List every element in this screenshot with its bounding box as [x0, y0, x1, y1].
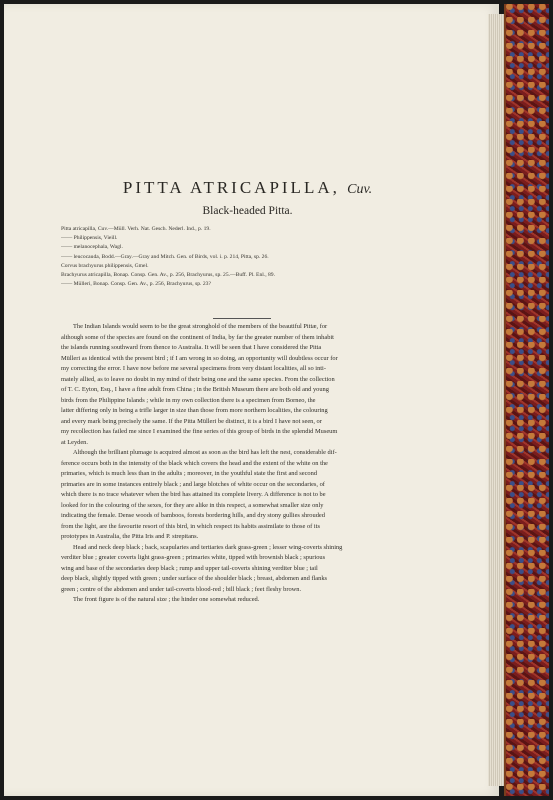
common-name: Black-headed Pitta.	[202, 205, 293, 217]
body-line: The front figure is of the natural size ; the hinder one somewhat reduced.	[73, 596, 260, 603]
body-line: ference occurs both in the intensity of the black which covers the head and the extent of the white on the	[61, 459, 328, 467]
body-line: prototypes in Australia, the Pitta Iris and P. strepitans.	[61, 533, 199, 540]
body-line: primaries are in some instances entirely black ; and large blotches of white occur on the secondaries, of	[61, 480, 325, 488]
body-text	[61, 322, 472, 606]
body-line: indicating the female. Dense woods of bamboos, forests bordering hills, and dry stony gullies shrouded	[61, 512, 325, 519]
body-line: deep black, slightly tipped with green ; under surface of the shoulder black ; breast, abdomen and flanks	[61, 575, 328, 582]
synonym-line: Pitta atricapilla, Cuv.—Müll. Verh. Nat. Gesch. Nederl. Ind., p. 19.	[61, 226, 211, 232]
synonym-line: —— leucocauda, Bodd.—Gray.—Gray and Mitch. Gen. of Birds, vol. i. p. 214, Pitta, sp. 26.	[61, 253, 269, 260]
body-line: verditer blue ; greater coverts light grass-green ; primaries white, tipped with brownish black ; spurious	[61, 554, 326, 561]
body-line: which there is no trace whatever when the bird has attained its complete livery. A difference is not to be	[61, 491, 326, 498]
marbled-endpaper	[506, 4, 549, 796]
body-line: although some of the species are found on the continent of India, by far the greater number of them inhabit	[61, 333, 334, 341]
body-line: from the light, are the favourite resort of this bird, in which respect its habits assimilate to those of its	[61, 522, 320, 530]
synonym-line: —— melanocephala, Wagl.	[61, 244, 123, 251]
synonym-line: Corvus brachyurus philippensis, Gmel.	[61, 262, 149, 269]
synonym-line: Brachyurus atricapilla, Bonap. Consp. Gen. Av., p. 256, Brachyurus, sp. 25.—Buff. Pl. Enl., 89.	[61, 272, 275, 279]
title-species: PITTA ATRICAPILLA,	[122, 178, 340, 197]
synonym-line: —— Mülleri, Bonap. Consp. Gen. Av., p. 256, Brachyurus, sp. 23?	[61, 281, 211, 288]
section-divider	[213, 318, 271, 319]
body-line: looked for in the colouring of the sexes, for they are alike in this respect, a somewhat smaller size only	[61, 501, 324, 509]
body-line: the islands running southward from thence to Australia. It will be seen that I have considered the Pitta	[61, 344, 322, 351]
body-line: latter differing only in being a trifle larger in size than those from more northern localities, the colouring	[61, 407, 328, 414]
body-line: green ; centre of the abdomen and under tail-coverts blood-red ; bill black ; feet fleshy brown.	[61, 585, 302, 593]
body-line: my recollection has failed me since I examined the fine series of this group of birds in the splendid Museum	[61, 428, 338, 435]
body-line: of T. C. Eyton, Esq., I have a fine adult from China ; in the British Museum there are both old and young	[61, 386, 329, 393]
title-author: Cuv.	[347, 182, 373, 197]
body-line: Mülleri as identical with the present bird ; if I am wrong in so doing, an opportunity will doubtless occur for	[61, 354, 338, 362]
page-title	[0, 178, 495, 198]
body-line: Although the brilliant plumage is acquired almost as soon as the bird has left the nest, considerable dif-	[73, 449, 337, 456]
synonym-line: —— Philippensis, Vieill.	[61, 235, 118, 242]
body-line: my correcting the error. I have now before me several specimens from very distant localities, all so inti-	[61, 365, 326, 372]
body-line: Head and neck deep black ; back, scapularies and tertiaries dark grass-green ; lesser wing-coverts shining	[73, 543, 343, 551]
body-line: and every mark being precisely the same. If the Pitta Mülleri be distinct, it is a bird I have not seen, or	[61, 417, 322, 425]
body-line: wing and base of the secondaries deep black ; rump and upper tail-coverts shining verditer blue ; tail	[61, 564, 318, 572]
body-line: The Indian Islands would seem to be the great stronghold of the members of the beautiful Pittæ, for	[73, 323, 328, 330]
body-line: mately allied, as to leave no doubt in my mind of their being one and the same species. From the collection	[61, 375, 335, 383]
body-line: birds from the Philippine Islands ; while in my own collection there is a specimen from Borneo, the	[61, 396, 316, 404]
synonymy-list	[61, 225, 481, 289]
body-line: primaries, which is much less than in the adults ; moreover, in the youthful state the first and second	[61, 470, 318, 477]
body-line: at Leyden.	[61, 438, 88, 446]
